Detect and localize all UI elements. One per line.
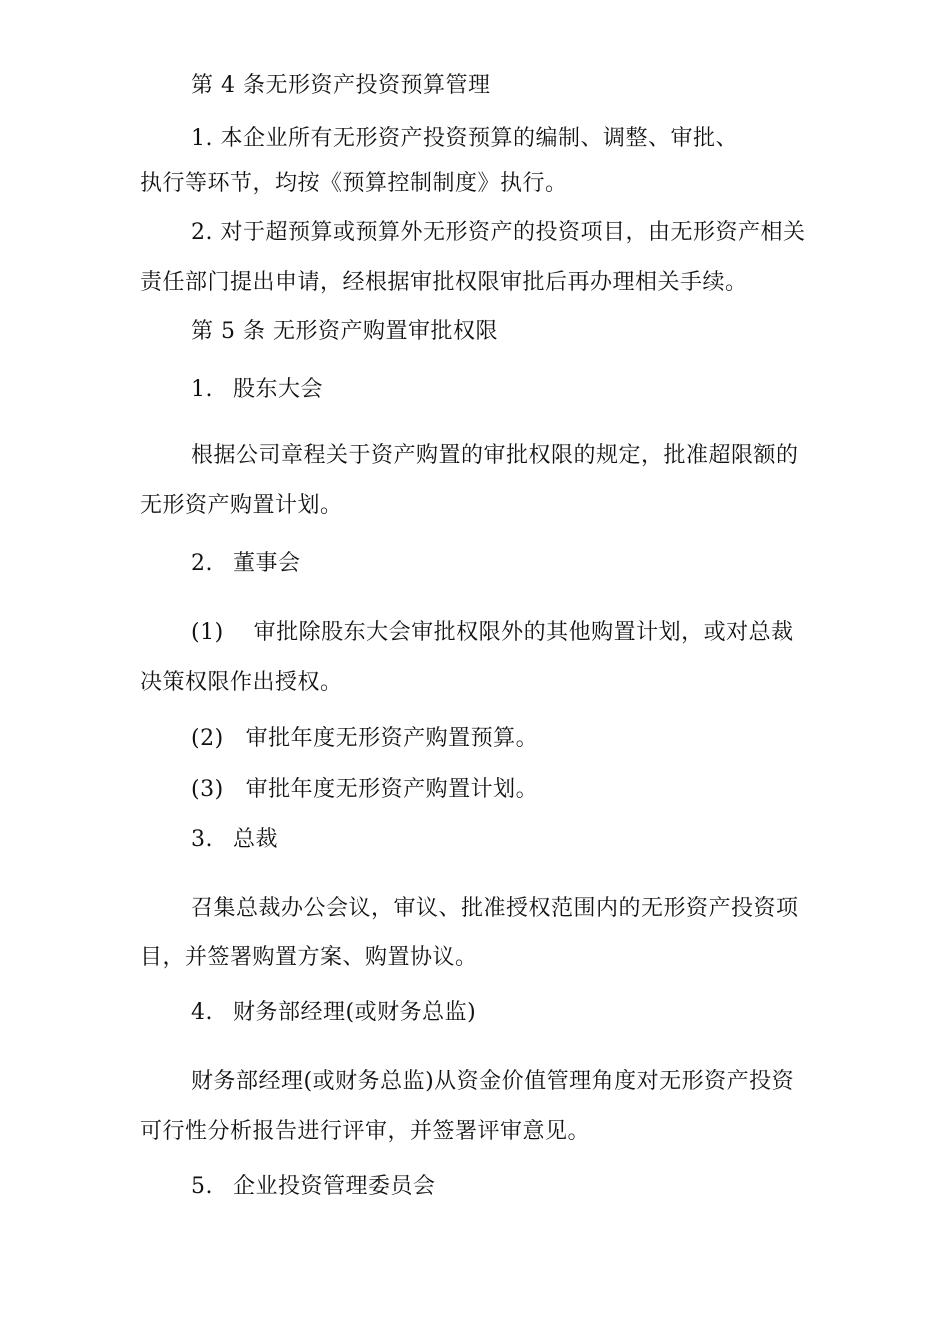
item-4-body-line-2: 可行性分析报告进行评审，并签署评审意见。 xyxy=(140,1119,591,1144)
item-2-heading xyxy=(191,549,301,579)
article-4-paragraph-1-line-2: 执行等环节，均按《预算控制制度》执行。 xyxy=(140,171,568,196)
sub-item-2 xyxy=(191,724,538,754)
item-3-body-line-2: 目，并签署购置方案、购置协议。 xyxy=(140,945,478,970)
article-4-paragraph-2-line-2: 责任部门提出申请，经根据审批权限审批后再办理相关手续。 xyxy=(140,270,748,295)
article-5-heading: 第 5 条 无形资产购置审批权限 xyxy=(191,319,498,344)
sub-item-2-text: 审批年度无形资产购置预算。 xyxy=(245,726,539,751)
item-5-title: 企业投资管理委员会 xyxy=(233,1174,436,1199)
item-4-heading xyxy=(191,998,476,1028)
item-1-heading xyxy=(191,375,323,405)
sub-item-3 xyxy=(191,775,538,805)
item-1-body-line-2: 无形资产购置计划。 xyxy=(140,493,343,518)
sub-item-1-line-2: 决策权限作出授权。 xyxy=(140,670,343,695)
item-2-number: 2. xyxy=(191,551,213,576)
item-4-number: 4. xyxy=(191,1000,213,1025)
sub-item-3-text: 审批年度无形资产购置计划。 xyxy=(245,777,539,802)
sub-item-2-number: (2) xyxy=(191,726,224,751)
item-3-heading xyxy=(191,825,278,855)
item-3-title: 总裁 xyxy=(233,827,279,852)
article-4-heading: 第 4 条无形资产投资预算管理 xyxy=(191,73,491,98)
item-3-body-line-1: 召集总裁办公会议，审议、批准授权范围内的无形资产投资项 xyxy=(191,896,799,921)
item-4-body-line-1: 财务部经理(或财务总监)从资金价值管理角度对无形资产投资 xyxy=(191,1069,795,1094)
sub-item-3-number: (3) xyxy=(191,777,224,802)
item-1-number: 1. xyxy=(191,377,213,402)
item-5-heading xyxy=(191,1172,436,1202)
sub-item-1-number: (1) xyxy=(191,620,224,645)
item-1-title: 股东大会 xyxy=(233,377,324,402)
item-1-body-line-1: 根据公司章程关于资产购置的审批权限的规定，批准超限额的 xyxy=(191,443,799,468)
item-3-number: 3. xyxy=(191,827,213,852)
item-5-number: 5. xyxy=(191,1174,213,1199)
item-4-title: 财务部经理(或财务总监) xyxy=(233,1000,477,1025)
sub-item-1-text: 审批除股东大会审批权限外的其他购置计划，或对总裁 xyxy=(253,620,794,645)
article-4-paragraph-1-line-1: 1. 本企业所有无形资产投资预算的编制、调整、审批、 xyxy=(191,126,738,151)
sub-item-1-line-1 xyxy=(191,618,794,648)
item-2-title: 董事会 xyxy=(233,551,301,576)
article-4-paragraph-2-line-1: 2. 对于超预算或预算外无形资产的投资项目，由无形资产相关 xyxy=(191,220,806,245)
